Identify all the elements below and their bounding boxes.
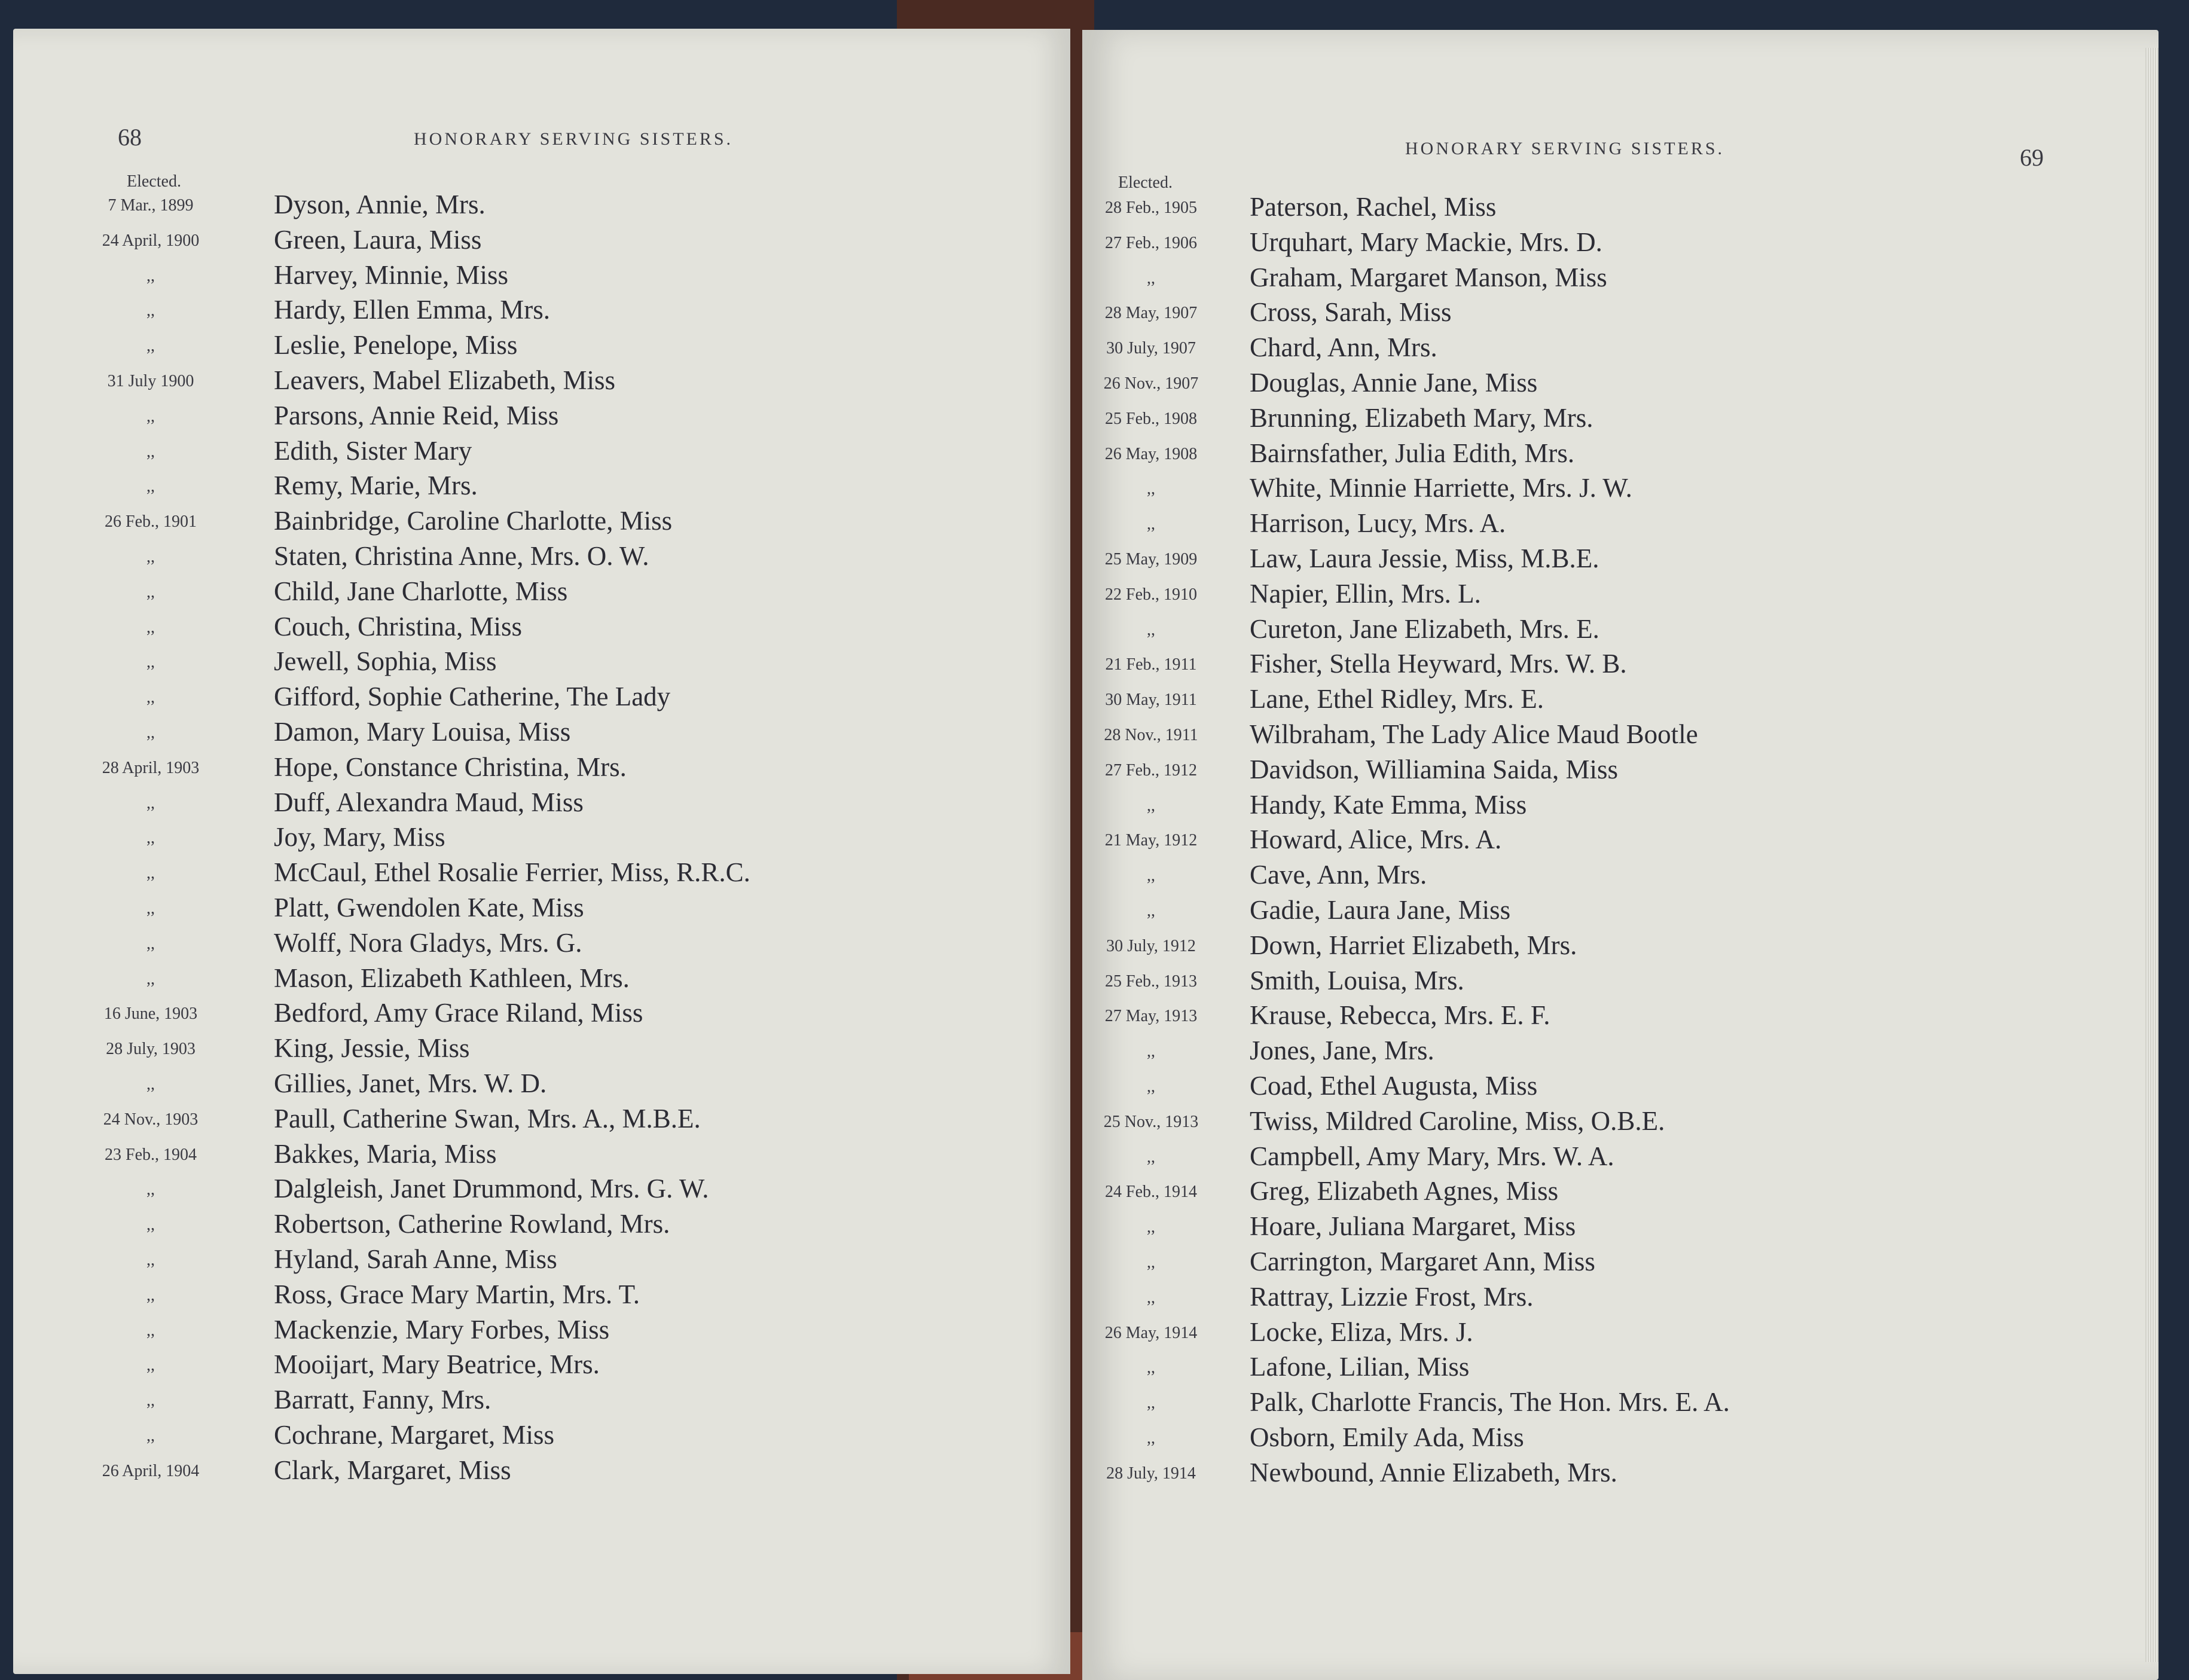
member-name: Bainbridge, Caroline Charlotte, Miss [274,506,673,536]
election-date: ,, [1147,620,1155,639]
election-date: ,, [146,934,155,953]
list-item [13,1103,1070,1138]
election-date: 27 Feb., 1912 [1105,760,1197,780]
list-item [1082,1246,2159,1281]
member-name: Ross, Grace Mary Martin, Mrs. T. [274,1279,640,1309]
election-date: ,, [146,266,155,285]
member-name: Bedford, Amy Grace Riland, Miss [274,998,643,1028]
election-date: ,, [146,1251,155,1269]
election-date: ,, [146,864,155,883]
member-name: Twiss, Mildred Caroline, Miss, O.B.E. [1250,1105,1665,1136]
list-item [1082,472,2159,507]
list-item [13,1138,1070,1173]
election-date: ,, [1147,902,1155,920]
election-date: 28 May, 1907 [1104,304,1198,323]
member-name: Jones, Jane, Mrs. [1250,1036,1434,1066]
list-item [13,1349,1070,1383]
list-item [1082,191,2159,226]
election-date: ,, [146,793,155,812]
member-name: Urquhart, Mary Mackie, Mrs. D. [1250,227,1602,257]
election-date: 27 May, 1913 [1104,1007,1198,1026]
list-item [13,1068,1070,1102]
election-date: ,, [146,899,155,918]
list-item [13,1279,1070,1314]
election-date: ,, [146,723,155,742]
election-date: ,, [1147,796,1155,815]
election-date: 26 Feb., 1901 [105,512,197,532]
election-date: ,, [146,1391,155,1410]
election-date: ,, [1147,479,1155,499]
election-date: ,, [146,1321,155,1340]
list-item [13,329,1070,364]
election-date: 27 Feb., 1906 [1105,233,1197,252]
list-item [13,259,1070,294]
member-name: Howard, Alice, Mrs. A. [1250,824,1502,855]
member-name: Wolff, Nora Gladys, Mrs. G. [274,927,582,958]
election-date: ,, [1147,1429,1155,1447]
member-name: Joy, Mary, Miss [274,822,445,853]
list-item [1082,262,2159,297]
member-name: Barratt, Fanny, Mrs. [274,1385,491,1415]
member-name: Duff, Alexandra Maud, Miss [274,787,584,817]
member-name: Cureton, Jane Elizabeth, Mrs. E. [1250,613,1599,644]
election-date: ,, [146,618,155,637]
list-item [13,752,1070,786]
member-name: Smith, Louisa, Mrs. [1250,965,1464,995]
election-date: 21 May, 1912 [1104,831,1198,850]
list-item [13,997,1070,1032]
member-name: Paull, Catherine Swan, Mrs. A., M.B.E. [274,1103,701,1134]
member-name: Davidson, Williamina Saida, Miss [1250,754,1619,784]
member-name: Palk, Charlotte Francis, The Hon. Mrs. E. A. [1250,1387,1730,1418]
election-date: ,, [146,301,155,320]
list-item [1082,1422,2159,1456]
member-name: Rattray, Lizzie Frost, Mrs. [1250,1281,1534,1312]
member-name: Fisher, Stella Heyward, Mrs. W. B. [1250,649,1627,679]
list-item [1082,438,2159,472]
member-name: Newbound, Annie Elizabeth, Mrs. [1250,1457,1617,1487]
list-item [13,787,1070,821]
list-item [1082,367,2159,402]
running-head: HONORARY SERVING SISTERS. [1405,139,1725,158]
list-item [13,681,1070,716]
election-date: 28 Nov., 1911 [1104,726,1198,744]
election-date: ,, [146,1215,155,1235]
election-date: ,, [1147,268,1155,288]
member-name: Locke, Eliza, Mrs. J. [1250,1316,1473,1347]
list-item [1082,965,2159,1000]
list-item [1082,1211,2159,1245]
election-date: 7 Mar., 1899 [108,196,194,215]
list-item [13,576,1070,610]
member-name: Jewell, Sophia, Miss [274,646,497,677]
member-name: Hoare, Juliana Margaret, Miss [1250,1211,1576,1242]
election-date: ,, [146,582,155,601]
list-item [13,1244,1070,1278]
member-name: Lane, Ethel Ridley, Mrs. E. [1250,684,1544,714]
list-item [13,1208,1070,1243]
member-name: Bakkes, Maria, Miss [274,1138,497,1169]
election-date: ,, [1147,1394,1155,1413]
member-name: Krause, Rebecca, Mrs. E. F. [1250,1000,1550,1031]
list-item [1082,1070,2159,1105]
election-date: 22 Feb., 1910 [1105,585,1197,604]
list-item [1082,578,2159,613]
list-item [13,1455,1070,1489]
member-name: Douglas, Annie Jane, Miss [1250,368,1538,398]
member-name: Down, Harriet Elizabeth, Mrs. [1250,930,1577,960]
list-item [1082,930,2159,964]
election-date: ,, [146,1075,155,1093]
list-item [13,716,1070,751]
list-item [13,1033,1070,1067]
election-date: ,, [1147,1253,1155,1272]
member-name: Lafone, Lilian, Miss [1250,1352,1470,1382]
election-date: 25 Feb., 1908 [1105,409,1197,428]
election-date: 26 May, 1908 [1104,444,1198,463]
list-item [13,224,1070,259]
member-name: Hardy, Ellen Emma, Mrs. [274,295,550,325]
member-name: Dyson, Annie, Mrs. [274,190,486,219]
member-name: Cave, Ann, Mrs. [1250,860,1427,890]
list-item [13,927,1070,962]
election-date: 25 Nov., 1913 [1103,1112,1199,1131]
member-name: Chard, Ann, Mrs. [1250,332,1437,363]
election-date: 24 Feb., 1914 [1105,1183,1197,1202]
election-date: ,, [1147,1077,1155,1096]
list-item [1082,789,2159,824]
list-item [13,365,1070,399]
list-item [1082,648,2159,683]
list-item [13,294,1070,329]
member-name: Couch, Christina, Miss [274,611,523,642]
list-item [13,400,1070,435]
election-date: ,, [146,653,155,672]
member-name: Gifford, Sophie Catherine, The Lady [274,682,671,712]
election-date: 28 Feb., 1905 [1105,198,1197,217]
list-item [1082,508,2159,542]
election-date: 25 May, 1909 [1104,550,1198,569]
election-date: 24 April, 1900 [102,231,200,250]
running-head: HONORARY SERVING SISTERS. [414,129,734,149]
member-name: Cross, Sarah, Miss [1250,297,1452,328]
right-page [1082,30,2159,1680]
list-item [1082,1457,2159,1492]
list-item [1082,719,2159,753]
list-item [13,505,1070,540]
member-name: King, Jessie, Miss [274,1033,470,1064]
list-item [1082,1386,2159,1421]
list-item [13,1173,1070,1208]
election-date: ,, [146,548,155,566]
election-date: ,, [146,442,155,461]
election-date: ,, [146,969,155,988]
member-name: Osborn, Emily Ada, Miss [1250,1422,1524,1452]
member-name: Clark, Margaret, Miss [274,1455,511,1485]
member-name: Paterson, Rachel, Miss [1250,192,1497,222]
election-date: ,, [146,1180,155,1199]
member-name: Remy, Marie, Mrs. [274,471,478,501]
election-date: 28 July, 1903 [106,1040,196,1059]
election-date: 26 Nov., 1907 [1103,374,1199,393]
member-name: Carrington, Margaret Ann, Miss [1250,1247,1595,1276]
election-date: ,, [146,1356,155,1375]
list-item [1082,1000,2159,1034]
list-item [1082,332,2159,366]
member-name: Cochrane, Margaret, Miss [274,1420,555,1450]
list-item [1082,613,2159,648]
list-item [1082,297,2159,331]
list-item [13,892,1070,927]
list-item [1082,1035,2159,1070]
election-date: 31 July 1900 [107,372,194,390]
list-item [13,1384,1070,1419]
election-date: 28 April, 1903 [102,758,200,777]
election-date: ,, [1147,1218,1155,1237]
election-date: 16 June, 1903 [103,1004,198,1024]
member-name: Edith, Sister Mary [274,435,472,466]
elected-column-heading: Elected. [1118,173,1173,192]
election-date: 26 May, 1914 [1104,1323,1198,1342]
member-name: Mackenzie, Mary Forbes, Miss [274,1314,610,1345]
list-item [13,540,1070,575]
list-item [1082,402,2159,437]
election-date: ,, [1147,1358,1155,1377]
election-date: ,, [146,688,155,707]
member-name: Leavers, Mabel Elizabeth, Miss [274,365,616,395]
page-number: 69 [2020,144,2044,171]
member-name: Coad, Ethel Augusta, Miss [1250,1071,1538,1101]
member-name: Green, Laura, Miss [274,224,482,255]
election-date: 21 Feb., 1911 [1105,655,1197,674]
election-date: 23 Feb., 1904 [105,1145,197,1164]
member-name: Parsons, Annie Reid, Miss [274,400,559,430]
member-name: Staten, Christina Anne, Mrs. O. W. [274,541,649,571]
member-name: Hyland, Sarah Anne, Miss [274,1244,557,1274]
member-name: Dalgleish, Janet Drummond, Mrs. G. W. [274,1174,709,1204]
member-name: Graham, Margaret Manson, Miss [1250,262,1607,292]
list-item [1082,227,2159,261]
member-name: Campbell, Amy Mary, Mrs. W. A. [1250,1141,1614,1171]
election-date: ,, [1147,1042,1155,1061]
member-name: Wilbraham, The Lady Alice Maud Bootle [1250,719,1698,749]
list-item [1082,1316,2159,1351]
election-date: 26 April, 1904 [102,1461,200,1480]
list-item [13,821,1070,856]
list-item [13,611,1070,646]
election-date: 28 July, 1914 [1106,1464,1196,1483]
election-date: 30 May, 1911 [1105,691,1197,710]
member-name: Harrison, Lucy, Mrs. A. [1250,508,1506,539]
election-date: ,, [1147,1288,1155,1307]
list-item [13,857,1070,891]
list-item [13,189,1070,224]
member-name: White, Minnie Harriette, Mrs. J. W. [1250,473,1632,503]
list-item [13,1419,1070,1454]
list-item [13,435,1070,470]
member-name: Handy, Kate Emma, Miss [1250,789,1527,820]
left-page [13,29,1070,1674]
list-item [1082,754,2159,789]
list-item [1082,1281,2159,1316]
member-name: Leslie, Penelope, Miss [274,330,518,361]
list-item [1082,1175,2159,1210]
election-date: ,, [146,477,155,496]
list-item [13,470,1070,505]
member-name: Damon, Mary Louisa, Miss [274,717,571,747]
member-name: Brunning, Elizabeth Mary, Mrs. [1250,402,1593,433]
list-item [13,646,1070,680]
list-item [1082,1141,2159,1175]
election-date: 30 July, 1907 [1106,339,1196,358]
member-name: Harvey, Minnie, Miss [274,259,509,290]
election-date: ,, [1147,515,1155,534]
elected-column-heading: Elected. [127,172,181,191]
member-name: Law, Laura Jessie, Miss, M.B.E. [1250,543,1599,573]
list-item [1082,1105,2159,1140]
member-name: Mason, Elizabeth Kathleen, Mrs. [274,963,630,993]
member-name: Bairnsfather, Julia Edith, Mrs. [1250,438,1575,468]
election-date: 30 July, 1912 [1106,936,1196,955]
member-name: Gillies, Janet, Mrs. W. D. [274,1068,547,1098]
list-item [1082,824,2159,859]
election-date: ,, [146,1285,155,1305]
election-date: ,, [146,829,155,848]
election-date: ,, [146,1427,155,1445]
list-item [1082,894,2159,929]
member-name: McCaul, Ethel Rosalie Ferrier, Miss, R.R.C. [274,857,750,888]
member-name: Child, Jane Charlotte, Miss [274,576,568,606]
election-date: ,, [1147,1147,1155,1166]
member-name: Napier, Ellin, Mrs. L. [1250,578,1481,609]
election-date: 25 Feb., 1913 [1105,972,1197,991]
list-item [13,1314,1070,1349]
member-name: Greg, Elizabeth Agnes, Miss [1250,1176,1559,1206]
election-date: ,, [146,337,155,356]
member-name: Mooijart, Mary Beatrice, Mrs. [274,1349,600,1380]
list-item [1082,683,2159,718]
member-name: Gadie, Laura Jane, Miss [1250,895,1511,925]
member-name: Platt, Gwendolen Kate, Miss [274,893,584,923]
page-number: 68 [118,124,142,151]
member-name: Robertson, Catherine Rowland, Mrs. [274,1209,670,1239]
election-date: 24 Nov., 1903 [103,1110,199,1129]
list-item [1082,1351,2159,1386]
member-name: Hope, Constance Christina, Mrs. [274,752,627,782]
election-date: ,, [1147,866,1155,885]
list-item [1082,543,2159,578]
list-item [1082,859,2159,894]
election-date: ,, [146,407,155,426]
list-item [13,963,1070,997]
